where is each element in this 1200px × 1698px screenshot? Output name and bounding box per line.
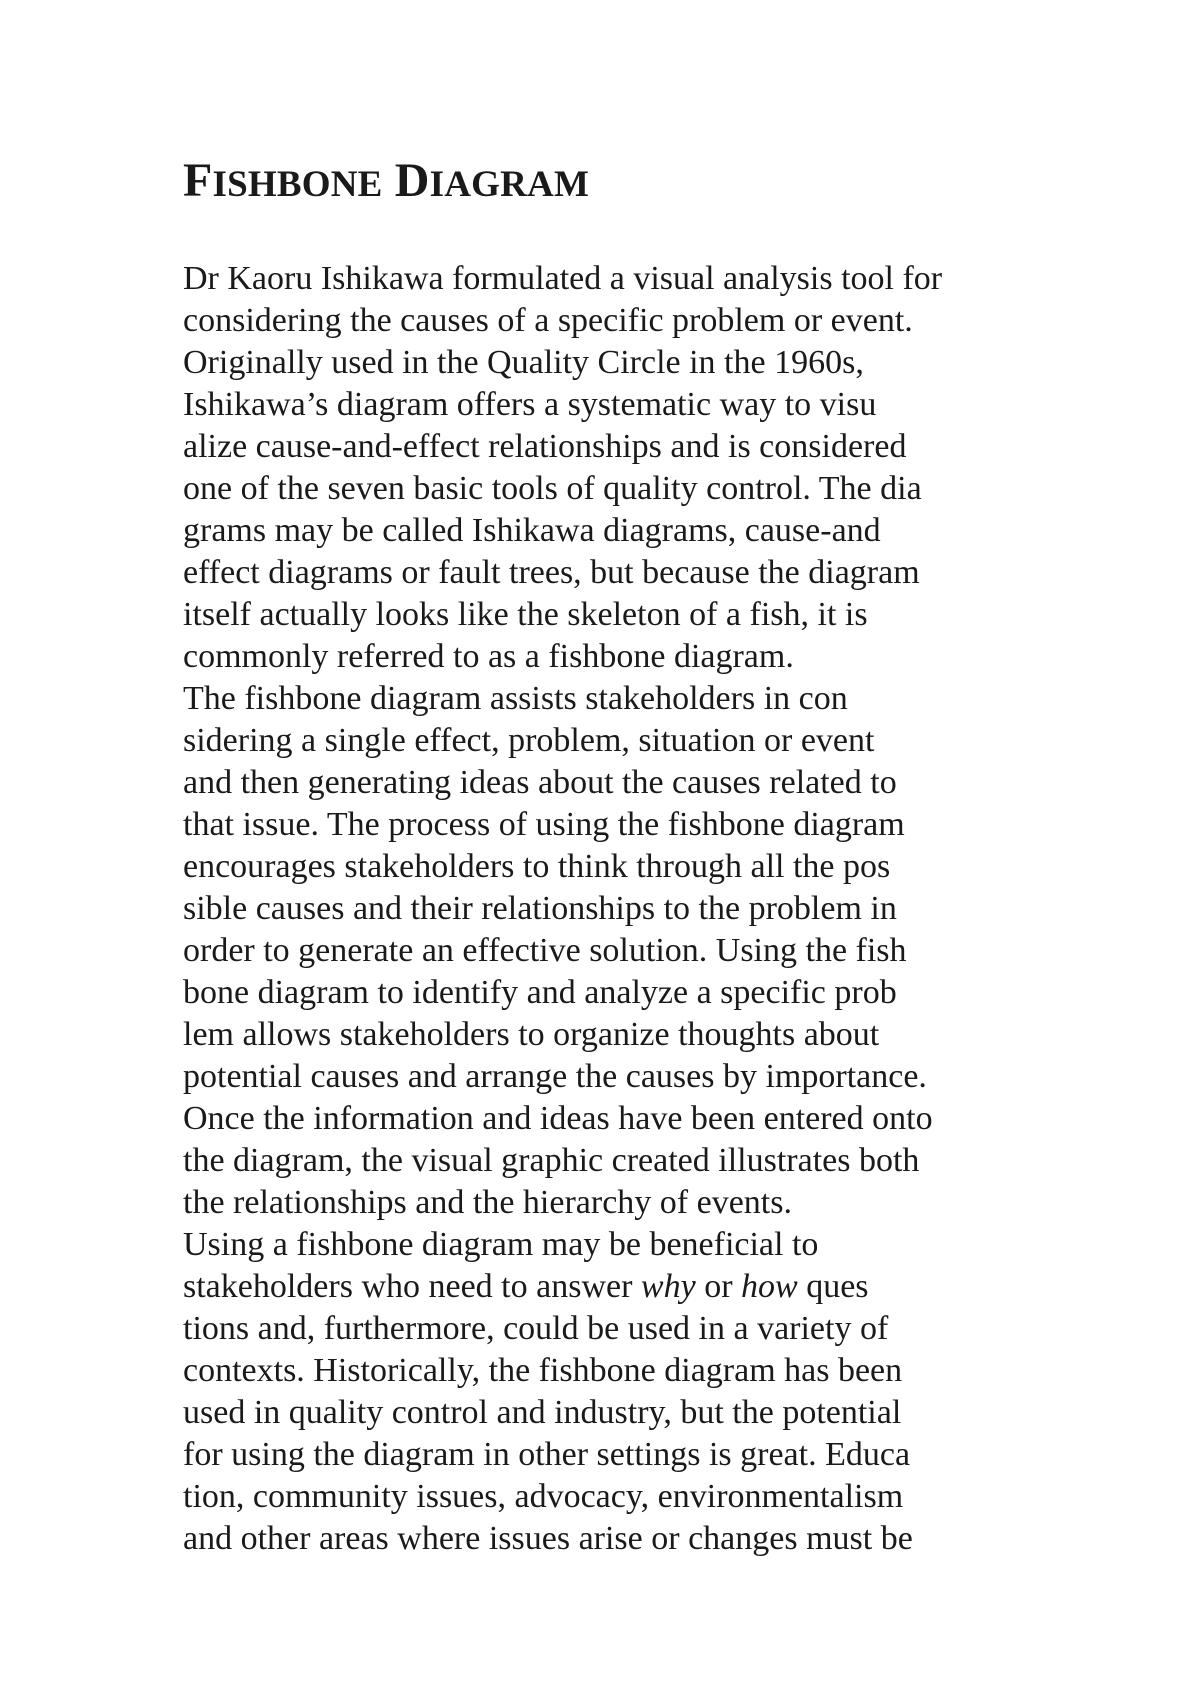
text-line: that issue. The process of using the fishbone diagram xyxy=(183,806,905,843)
text-line: used in quality control and industry, but the potential xyxy=(183,1394,902,1431)
text-line: Originally used in the Quality Circle in the 1960s, xyxy=(183,344,864,381)
title-initial-2: D xyxy=(394,154,430,207)
text-line: the diagram, the visual graphic created illustrates both xyxy=(183,1142,920,1179)
text-line: lem allows stakeholders to organize thoughts about xyxy=(183,1016,880,1053)
italic-line-after: ques xyxy=(797,1268,869,1305)
italic-line-middle: or xyxy=(695,1268,742,1305)
text-line: sible causes and their relationships to the problem in xyxy=(183,890,897,927)
text-line-italic xyxy=(183,1266,1003,1308)
text-line: encourages stakeholders to think through all the pos xyxy=(183,848,891,885)
text-line: Using a fishbone diagram may be beneficial to xyxy=(183,1226,819,1263)
text-line: and other areas where issues arise or changes must be xyxy=(183,1520,913,1557)
text-line: tions and, furthermore, could be used in a variety of xyxy=(183,1310,889,1347)
text-line: alize cause-and-effect relationships and is considered xyxy=(183,428,907,465)
text-line: The fishbone diagram assists stakeholders in con xyxy=(183,680,848,717)
title-initial-1: F xyxy=(183,154,213,207)
text-line: effect diagrams or fault trees, but because the diagram xyxy=(183,554,920,591)
body-text xyxy=(183,258,1003,1560)
text-line: considering the causes of a specific problem or event. xyxy=(183,302,913,339)
text-line: sidering a single effect, problem, situation or event xyxy=(183,722,875,759)
text-line: Once the information and ideas have been entered onto xyxy=(183,1100,933,1137)
text-line: tion, community issues, advocacy, environmentalism xyxy=(183,1478,904,1515)
text-line: itself actually looks like the skeleton of a fish, it is xyxy=(183,596,868,633)
page-title xyxy=(183,153,589,213)
text-line: grams may be called Ishikawa diagrams, cause-and xyxy=(183,512,881,549)
italic-line-before: stakeholders who need to answer xyxy=(183,1268,641,1305)
title-rest-2: IAGRAM xyxy=(429,164,590,205)
text-line: for using the diagram in other settings is great. Educa xyxy=(183,1436,911,1473)
text-line: Dr Kaoru Ishikawa formulated a visual analysis tool for xyxy=(183,260,943,297)
text-line: Ishikawa’s diagram offers a systematic way to visu xyxy=(183,386,877,423)
text-line: bone diagram to identify and analyze a specific prob xyxy=(183,974,897,1011)
italic-word-why: why xyxy=(640,1268,696,1305)
italic-word-how: how xyxy=(741,1268,798,1305)
text-line: one of the seven basic tools of quality control. The dia xyxy=(183,470,922,507)
text-line: and then generating ideas about the causes related to xyxy=(183,764,897,801)
title-rest-1: ISHBONE xyxy=(212,164,383,205)
text-line: contexts. Historically, the fishbone diagram has been xyxy=(183,1352,903,1389)
text-line: commonly referred to as a fishbone diagram. xyxy=(183,638,794,675)
text-line: the relationships and the hierarchy of events. xyxy=(183,1184,792,1221)
text-line: order to generate an effective solution. Using the fish xyxy=(183,932,907,969)
text-line: potential causes and arrange the causes by importance. xyxy=(183,1058,927,1095)
